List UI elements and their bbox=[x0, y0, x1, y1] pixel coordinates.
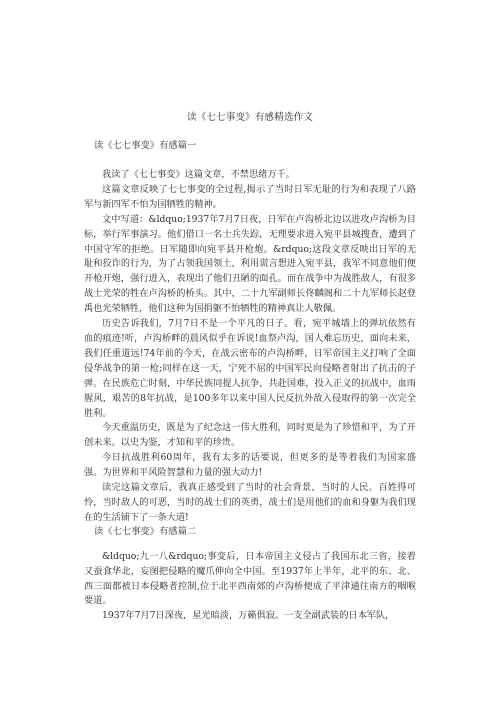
document-title: 读《七七事变》有感精选作文 bbox=[186, 112, 314, 123]
section-1-body bbox=[84, 168, 416, 526]
paragraph: 今日抗战胜利60周年，我有太多的话要说，但更多的是等着我们为国家盛强。为世界和平风险智慧和力量的强大动力! bbox=[84, 452, 416, 479]
paragraph: 1937年7月7日深夜，星光暗淡，万籁俱寂。一支全副武装的日本军队， bbox=[102, 610, 395, 622]
section-2-body bbox=[84, 550, 416, 625]
section-heading-2: 读《七七事变》有感篇二 bbox=[94, 525, 197, 537]
paragraph: 我读了《七七事变》这篇文章，不禁思绪万千。 bbox=[102, 169, 295, 180]
paragraph: 今天重温历史，既是为了纪念这一伟大胜利，同时更是为了珍惜和平，为了开创未来。以史为鉴，才知和平的珍贵。 bbox=[84, 422, 416, 449]
paragraph: 读完这篇文章后，我真正感受到了当时的社会背景，当时的人民。百姓得可怜，当时敌人的可恶，当时的战士们的英勇，战士们是用他们的血和身躯为我们现在的生活铺下了一条大道! bbox=[84, 482, 416, 523]
paragraph: 文中写道：&ldquo;1937年7月7日夜，日军在卢沟桥北边以进攻卢沟桥为目标，举行军事演习。他们借口一名士兵失踪，无理要求进入宛平县城搜查，遭到了中国守军的拒绝。日军随即向宛平县开枪炮。&rdquo;这段文章反映出日军的无耻和狡诈的行为，为了占领我国领土，利用谎言想进入宛平县，我军不同意他们便开枪开炮，强行进入，表现出了他们丑陋的面孔。而在战争中为战胜敌人，有很多战士光荣的牲在卢沟桥的桥头。其中，二十九军副师长佟麟阁和二十九军师长赵登禹也光荣牺牲，他们这种为国捐躯不怕牺牲的精神真让人敬佩。 bbox=[84, 213, 416, 315]
paragraph: &ldquo;九一八&rdquo;事变后，日本帝国主义侵占了我国东北三省，接着又蚕食华北，妄图把侵略的魔爪伸向全中国。至1937年上半年，北平的东、北、西三面都被日本侵略者控制,位于北平西南郊的卢沟桥便成了平津通往南方的咽喉要道。 bbox=[84, 550, 416, 607]
paragraph: 历史告诉我们，7月7日不是一个平凡的日子。看，宛平城墙上的弹坑依然有血的痕迹!听，卢沟桥畔的晨风似乎在诉说!血祭卢沟，国人难忘历史，面向未来，我们任重道远!74年前的今天，在战云密布的卢沟桥畔，日军帝国主义打响了全面侵华战争的第一枪;同样在这一天，宁死不屈的中国军民向侵略者射出了抗击的子弹。在民族危亡时刻，中华民族同提人抗争，共赴国难，投入正义的抗战中，血雨腥风，艰苦的8年抗战，是100多年以来中国人民反抗外敌入侵取得的第一次完全胜利。 bbox=[84, 318, 416, 419]
paragraph: 这篇文章反映了七七事变的全过程,揭示了当时日军无耻的行为和表现了八路军与新四军不怕为国牺牲的精神。 bbox=[84, 183, 416, 210]
section-heading-1: 读《七七事变》有感篇一 bbox=[94, 140, 197, 151]
